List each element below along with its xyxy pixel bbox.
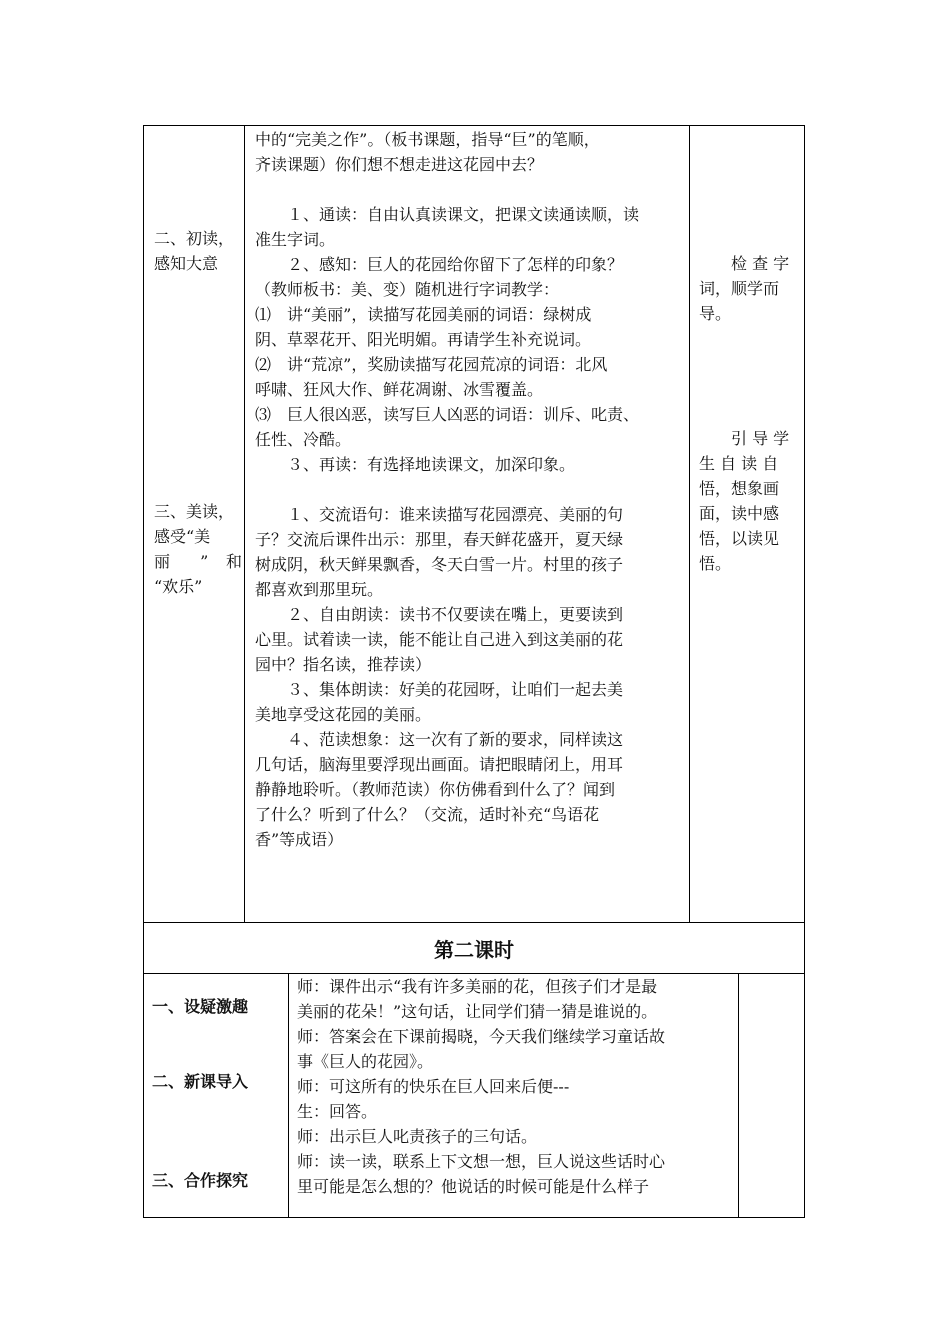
content-line: 阴、草翠花开、阳光明媚。再请学生补充说词。 (255, 330, 592, 349)
lesson-session-title: 第二课时 (434, 937, 514, 962)
note-line: 悟，以读见 (699, 529, 780, 548)
content-line: 生：回答。 (297, 1102, 378, 1121)
table-divider (689, 126, 690, 923)
note-line: 检 查 字 (731, 254, 790, 273)
note-line: 引 导 学 (731, 429, 790, 448)
content-line: 都喜欢到那里玩。 (255, 580, 384, 599)
label-line: 感知大意 (154, 254, 219, 273)
content-line: ３、集体朗读：好美的花园呀，让咱们一起去美 (287, 680, 624, 699)
content-line: １、通读：自由认真读课文，把课文读通读顺，读 (287, 205, 640, 224)
content-line: 子？交流后课件出示：那里，春天鲜花盛开，夏天绿 (255, 530, 624, 549)
content-line: 齐读课题）你们想不想走进这花园中去？ (255, 155, 544, 174)
content-line: ４、范读想象：这一次有了新的要求，同样读这 (287, 730, 624, 749)
design-note-guide (699, 426, 799, 576)
content-line: ⑵ 讲“荒凉”，奖励读描写花园荒凉的词语：北风 (255, 355, 608, 374)
table-divider (244, 126, 245, 923)
content-line: ２、感知：巨人的花园给你留下了怎样的印象？ (287, 255, 624, 274)
content-line: ⑴ 讲“美丽”，读描写花园美丽的词语：绿树成 (255, 305, 592, 324)
lesson-plan-table (143, 125, 805, 1218)
content-line: 几句话，脑海里要浮现出画面。请把眼睛闭上，用耳 (255, 755, 624, 774)
step-label-beauty-read (154, 499, 242, 599)
content-line: 事《巨人的花园》。 (297, 1052, 434, 1071)
note-line: 悟，想象画 (699, 479, 780, 498)
teaching-content (255, 127, 683, 852)
content-line: ⑶ 巨人很凶恶，读写巨人凶恶的词语：训斥、叱责、 (255, 405, 640, 424)
content-line: 师：答案会在下课前揭晓，今天我们继续学习童话故 (297, 1027, 666, 1046)
step-label-first-read (154, 226, 242, 276)
content-line: 静静地聆听。（教师范读）你仿佛看到什么了？闻到 (255, 780, 616, 799)
label-line: 感受“美 (154, 527, 211, 546)
content-line: ２、自由朗读：读书不仅要读在嘴上，更要读到 (287, 605, 624, 624)
note-line: 词，顺学而 (699, 279, 780, 298)
content-line: 中的“完美之作”。（板书课题，指导“巨”的笔顺， (255, 130, 600, 149)
step-label-introduction: 二、新课导入 (152, 1072, 249, 1091)
content-line: 师：课件出示“我有许多美丽的花，但孩子们才是最 (297, 977, 658, 996)
label-line: 二、初读， (154, 229, 235, 248)
content-line: 里可能是怎么想的？他说话的时候可能是什么样子 (297, 1177, 650, 1196)
note-line: 生 自 读 自 (699, 454, 779, 473)
content-line: 心里。试着读一读，能不能让自己进入到这美丽的花 (255, 630, 624, 649)
content-line: 美地享受这花园的美丽。 (255, 705, 432, 724)
note-line: 面，读中感 (699, 504, 780, 523)
content-line: 师：可这所有的快乐在巨人回来后便--- (297, 1077, 570, 1096)
session2-content (297, 974, 737, 1199)
content-line: 师：出示巨人叱责孩子的三句话。 (297, 1127, 538, 1146)
content-line: 师：读一读，联系上下文想一想，巨人说这些话时心 (297, 1152, 666, 1171)
step-label-questioning: 一、设疑激趣 (152, 997, 249, 1016)
step-label-cooperation: 三、合作探究 (152, 1171, 249, 1190)
content-line: （教师板书：美、变）随机进行字词教学： (255, 280, 560, 299)
content-line: 美丽的花朵！”这句话，让同学们猜一猜是谁说的。 (297, 1002, 658, 1021)
content-line: 香”等成语） (255, 830, 344, 849)
label-line: 三、美读， (154, 502, 235, 521)
content-line: １、交流语句：谁来读描写花园漂亮、美丽的句 (287, 505, 624, 524)
note-line: 悟。 (699, 554, 732, 573)
content-line: ３、再读：有选择地读课文，加深印象。 (287, 455, 576, 474)
content-line: 了什么？听到了什么？（交流，适时补充“鸟语花 (255, 805, 600, 824)
note-line: 导。 (699, 304, 732, 323)
content-line: 园中？指名读，推荐读） (255, 655, 432, 674)
design-note-check (699, 251, 799, 326)
table-divider (288, 973, 289, 1217)
table-divider (738, 973, 739, 1217)
content-line: 准生字词。 (255, 230, 336, 249)
content-line: 呼啸、狂风大作、鲜花凋谢、冰雪覆盖。 (255, 380, 544, 399)
content-line: 任性、冷酷。 (255, 430, 352, 449)
content-line: 树成阴，秋天鲜果飘香，冬天白雪一片。村里的孩子 (255, 555, 624, 574)
label-line: “欢乐” (154, 577, 203, 596)
label-line: 丽 ” 和 (154, 552, 242, 571)
